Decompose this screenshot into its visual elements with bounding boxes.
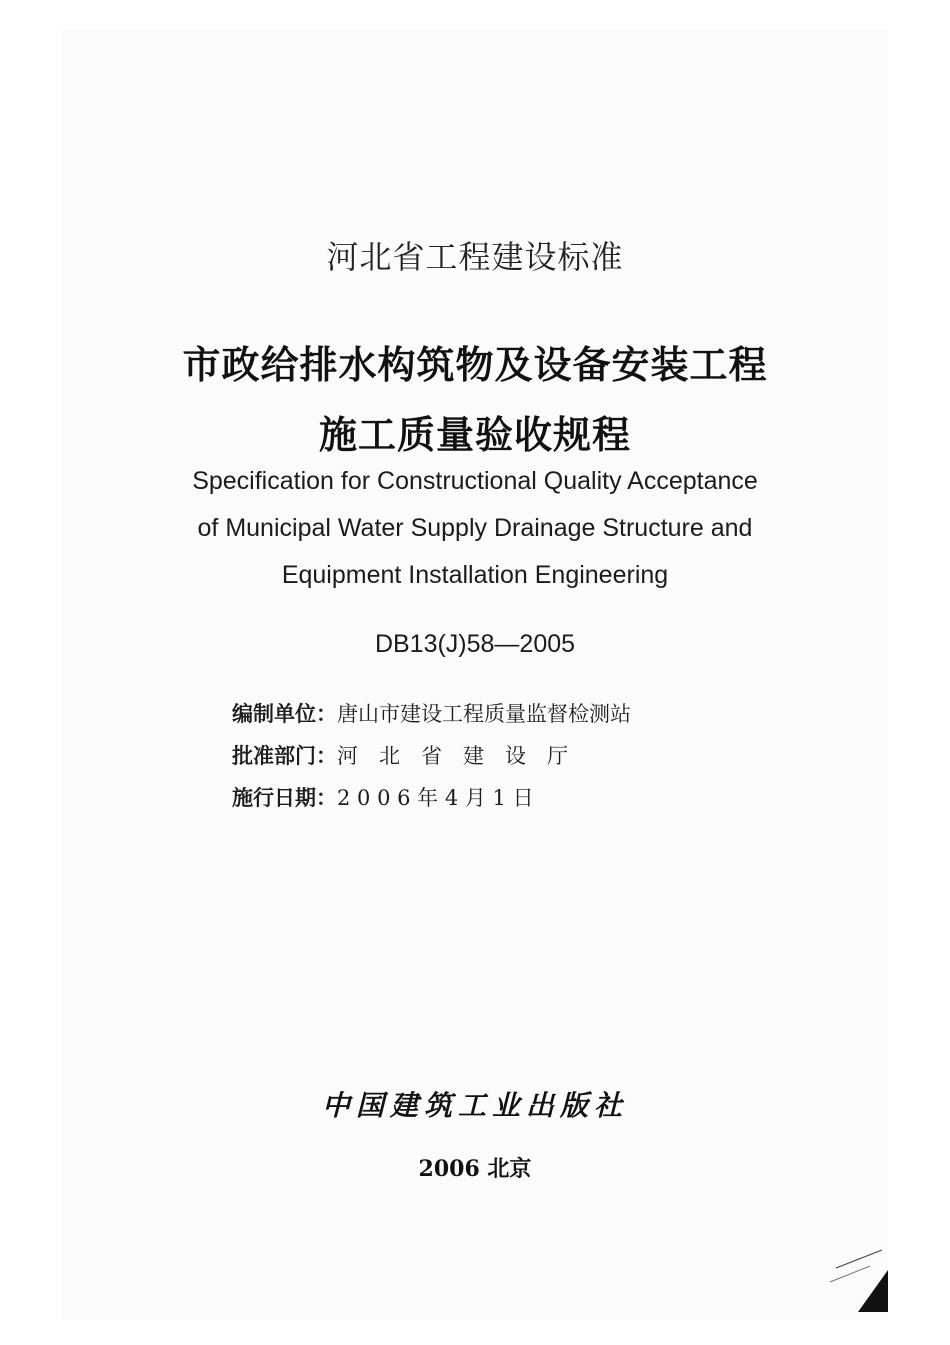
effective-date-value: 2 0 0 6 年 4 月 1 日 [337,786,534,810]
effective-date-label: 施行日期： [232,785,337,810]
publisher-name: 中国建筑工业出版社 [321,1089,628,1122]
compiler-value: 唐山市建设工程质量监督检测站 [337,702,631,726]
standard-series: 河北省工程建设标准 [326,238,624,276]
title-en-line1: Specification for Constructional Quality Acceptance [192,467,758,495]
standard-code: DB13(J)58—2005 [374,630,576,658]
title-en-line2: of Municipal Water Supply Drainage Structure and [197,514,753,542]
publication-info: 2006 北京 [418,1156,532,1182]
title-en-line3: Equipment Installation Engineering [281,561,669,589]
title-cn-line2: 施工质量验收规程 [318,412,631,457]
corner-scan-line-1 [836,1250,882,1268]
compiler-label: 编制单位： [232,701,337,726]
approver-label: 批准部门： [232,743,337,768]
corner-fold-shape [858,1270,888,1312]
approver-value: 河 北 省 建 设 厅 [337,744,568,768]
corner-scan-line-2 [830,1266,870,1282]
title-cn-line1: 市政给排水构筑物及设备安装工程 [182,342,768,387]
